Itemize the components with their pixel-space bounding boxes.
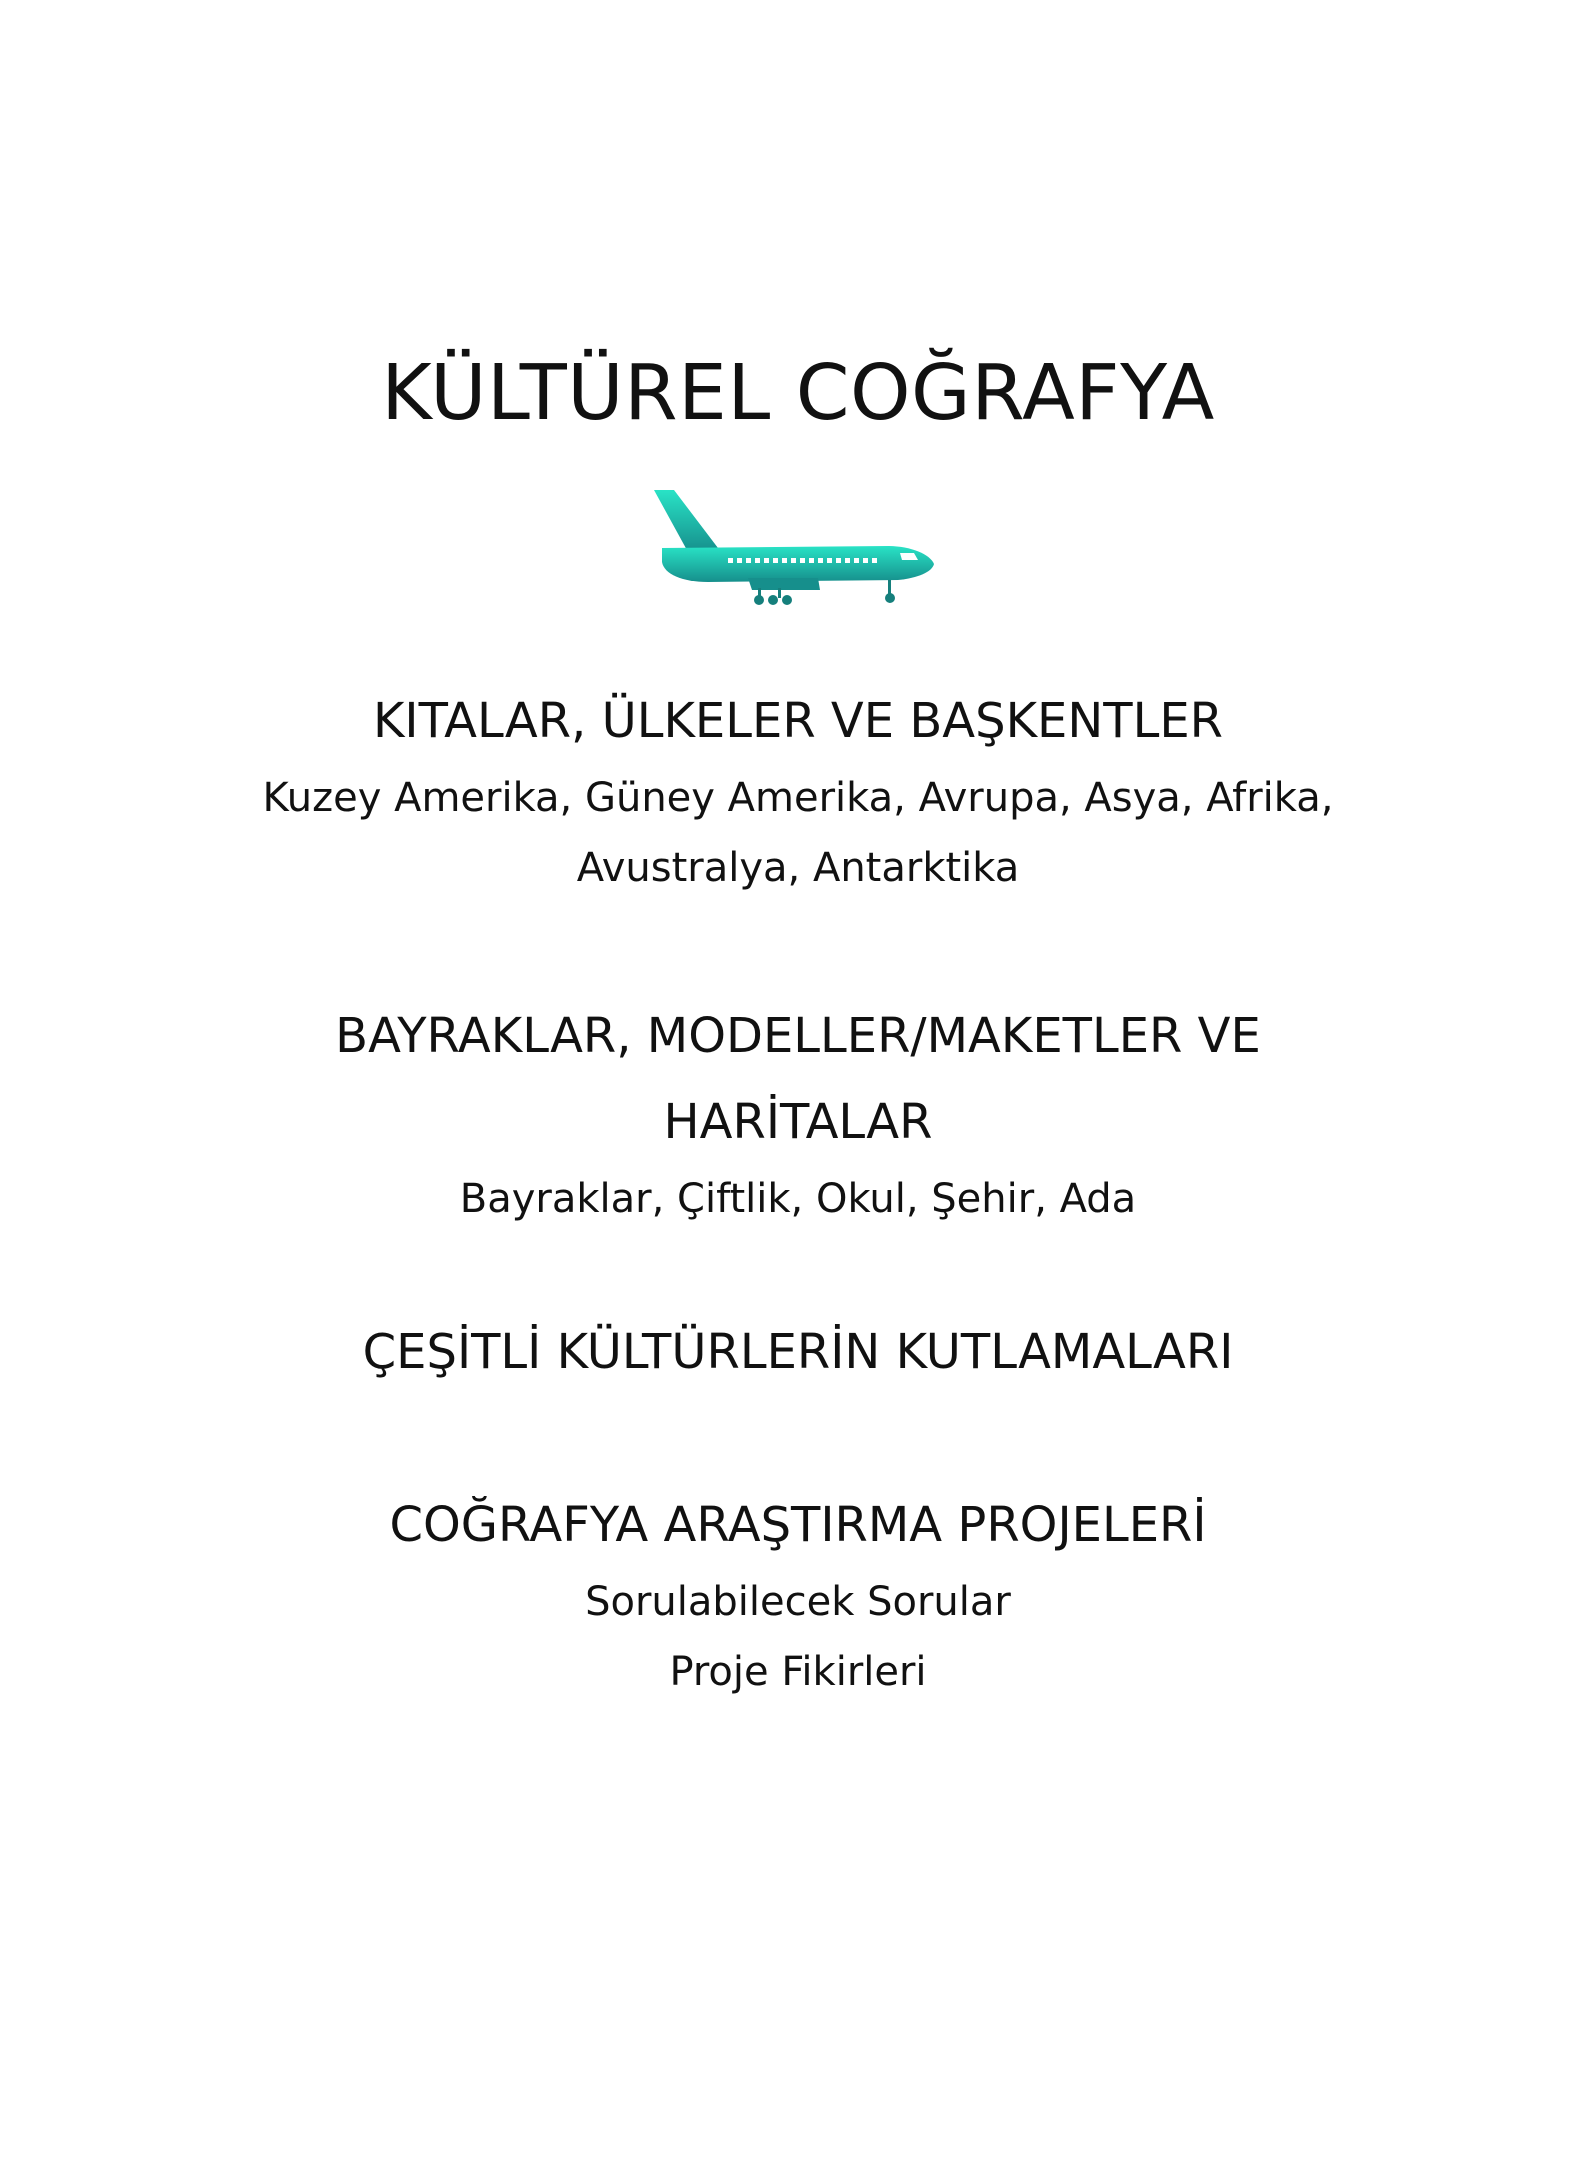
section-line-research-1: Sorulabilecek Sorular <box>585 1579 1011 1625</box>
section-heading-flags-1: BAYRAKLAR, MODELLER/MAKETLER VE <box>335 1008 1261 1064</box>
section-heading-flags-2: HARİTALAR <box>663 1094 933 1150</box>
section-line-continents-1: Kuzey Amerika, Güney Amerika, Avrupa, Asya, Afrika, <box>262 775 1334 821</box>
section-line-research-2: Proje Fikirleri <box>669 1649 927 1695</box>
section-line-continents-2: Avustralya, Antarktika <box>576 845 1020 891</box>
airplane-icon <box>648 490 938 610</box>
page-title: KÜLTÜREL COĞRAFYA <box>381 349 1215 438</box>
section-heading-continents: KITALAR, ÜLKELER VE BAŞKENTLER <box>372 693 1224 749</box>
section-heading-celebrations: ÇEŞİTLİ KÜLTÜRLERİN KUTLAMALARI <box>362 1324 1234 1380</box>
section-line-flags: Bayraklar, Çiftlik, Okul, Şehir, Ada <box>459 1176 1137 1222</box>
section-heading-research: COĞRAFYA ARAŞTIRMA PROJELERİ <box>389 1497 1207 1553</box>
